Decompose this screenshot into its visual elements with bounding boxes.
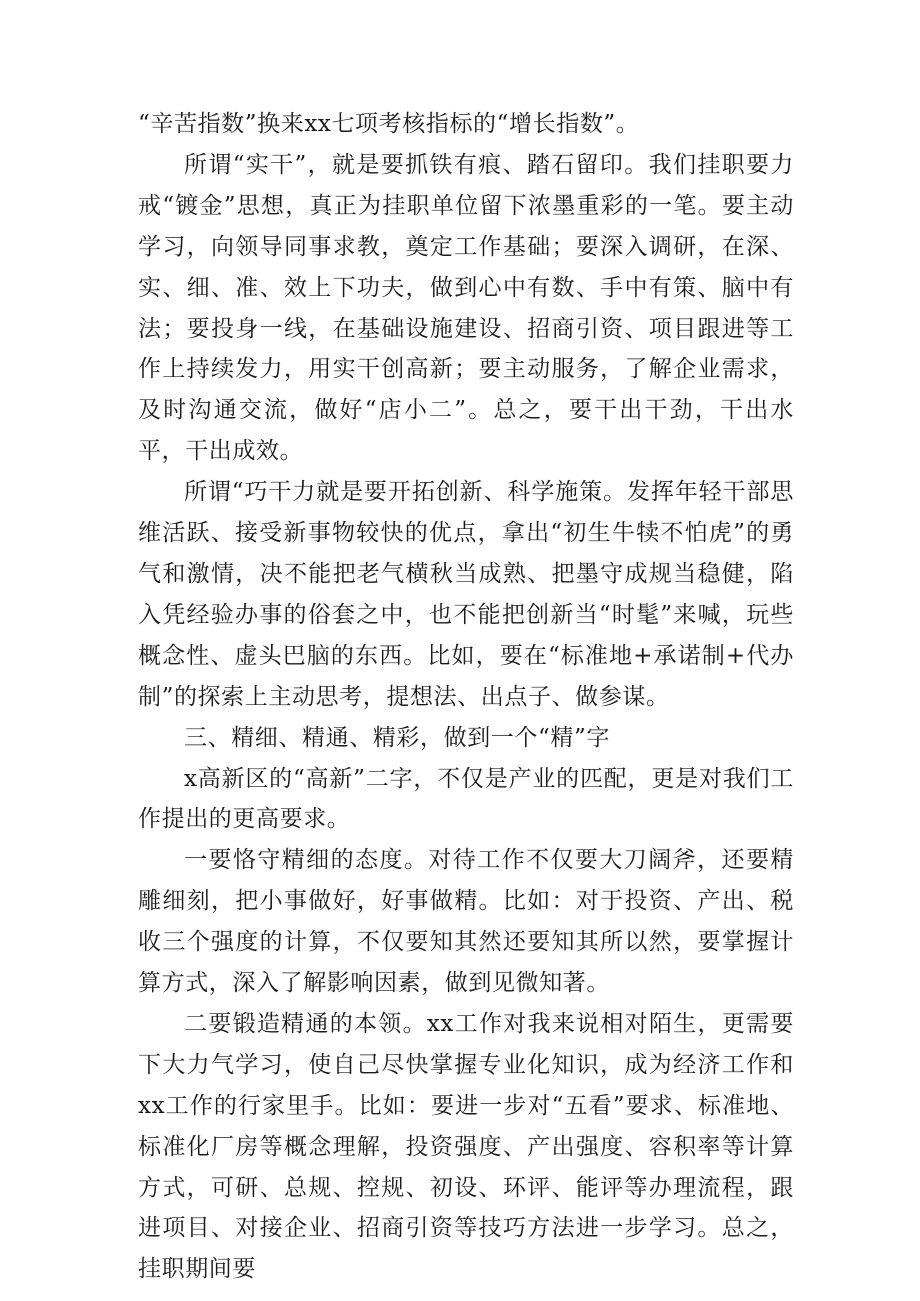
paragraph-6: 一要恪守精细的态度。对待工作不仅要大刀阔斧，还要精雕细刻，把小事做好，好事做精。比如：对于投资、产出、税收三个强度的计算，不仅要知其然还要知其所以然，要掌握计算方式，深入了解影响因素，做到见微知著。 bbox=[138, 847, 794, 997]
paragraph-7: 二要锻造精通的本领。xx工作对我来说相对陌生，更需要下大力气学习，使自己尽快掌握专业化知识，成为经济工作和xx工作的行家里手。比如：要进一步对“五看”要求、标准地、标准化厂房等概念理解，投资强度、产出强度、容积率等计算方式，可研、总规、控规、初设、环评、能评等办理流程，跟进项目、对接企业、招商引资等技巧方法进一步学习。总之，挂职期间要 bbox=[138, 1010, 794, 1283]
paragraph-5: x高新区的“高新”二字，不仅是产业的匹配，更是对我们工作提出的更高要求。 bbox=[138, 765, 794, 833]
paragraph-1: “辛苦指数”换来xx七项考核指标的“增长指数”。 bbox=[138, 111, 640, 137]
paragraph-3: 所谓“巧干力就是要开拓创新、科学施策。发挥年轻干部思维活跃、接受新事物较快的优点，拿出“初生牛犊不怕虎”的勇气和激情，决不能把老气横秋当成熟、把墨守成规当稳健，陷入凭经验办事的俗套之中，也不能把创新当“时髦”来喊，玩些概念性、虚头巴脑的东西。比如，要在“标准地+承诺制+代办制”的探索上主动思考，提想法、出点子、做参谋。 bbox=[138, 479, 794, 710]
document-body bbox=[138, 104, 794, 1290]
section-heading: 三、精细、精通、精彩，做到一个“精”字 bbox=[184, 724, 610, 751]
paragraph-2: 所谓“实干”，就是要抓铁有痕、踏石留印。我们挂职要力戒“镀金”思想，真正为挂职单位留下浓墨重彩的一笔。要主动学习，向领导同事求教，奠定工作基础；要深入调研，在深、实、细、准、效上下功夫，做到心中有数、手中有策、脑中有法；要投身一线，在基础设施建设、招商引资、项目跟进等工作上持续发力，用实干创高新；要主动服务，了解企业需求，及时沟通交流，做好“店小二”。总之，要干出干劲，干出水平，干出成效。 bbox=[138, 151, 794, 465]
